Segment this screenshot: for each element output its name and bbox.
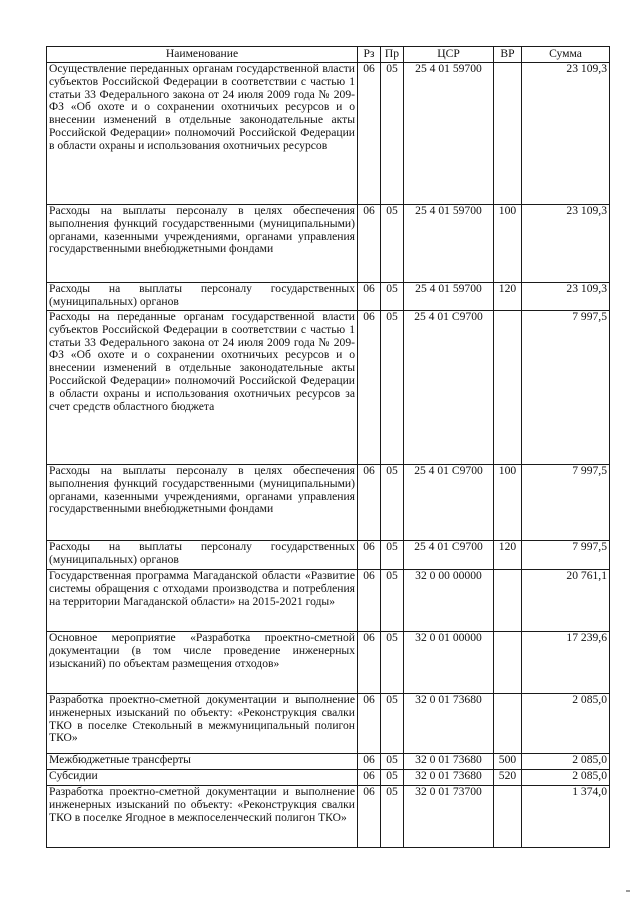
row-csr: 32 0 01 73680 bbox=[404, 770, 494, 786]
row-name: Межбюджетные трансферты bbox=[47, 754, 358, 770]
row-rz: 06 bbox=[358, 632, 381, 694]
row-pr: 05 bbox=[381, 770, 404, 786]
row-csr: 25 4 01 С9700 bbox=[404, 311, 494, 465]
row-name: Расходы на выплаты персоналу в целях обеспечения выполнения функций государственными (муниципальными) органами, казенными учреждениями, органами управления государственными внебюджетными фондами bbox=[47, 465, 358, 541]
header-csr: ЦСР bbox=[404, 47, 494, 63]
row-name: Основное мероприятие «Разработка проектно-сметной документации (в том числе проведение инженерных изысканий) по объектам размещения отходов» bbox=[47, 632, 358, 694]
row-csr: 32 0 01 00000 bbox=[404, 632, 494, 694]
header-pr: Пр bbox=[381, 47, 404, 63]
row-name: Расходы на выплаты персоналу в целях обеспечения выполнения функций государственными (муниципальными) органами, казенными учреждениями, органами управления государственными внебюджетными фондами bbox=[47, 205, 358, 283]
row-name: Расходы на выплаты персоналу государственных (муниципальных) органов bbox=[47, 283, 358, 311]
row-sum: 7 997,5 bbox=[522, 465, 610, 541]
row-vr bbox=[494, 694, 522, 754]
row-vr: 100 bbox=[494, 465, 522, 541]
row-vr: 120 bbox=[494, 541, 522, 570]
row-vr: 500 bbox=[494, 754, 522, 770]
row-rz: 06 bbox=[358, 283, 381, 311]
row-csr: 25 4 01 С9700 bbox=[404, 541, 494, 570]
row-rz: 06 bbox=[358, 570, 381, 632]
table-row bbox=[47, 786, 610, 848]
header-vr: ВР bbox=[494, 47, 522, 63]
table-row bbox=[47, 632, 610, 694]
row-sum: 23 109,3 bbox=[522, 205, 610, 283]
row-sum: 7 997,5 bbox=[522, 541, 610, 570]
row-vr: 100 bbox=[494, 205, 522, 283]
row-pr: 05 bbox=[381, 786, 404, 848]
row-pr: 05 bbox=[381, 632, 404, 694]
row-sum: 2 085,0 bbox=[522, 694, 610, 754]
table-row bbox=[47, 465, 610, 541]
row-pr: 05 bbox=[381, 283, 404, 311]
row-csr: 32 0 01 73700 bbox=[404, 786, 494, 848]
row-name: Разработка проектно-сметной документации и выполнение инженерных изысканий по объекту: «Реконструкция свалки ТКО в поселке Стекольный в межмуниципальный полигон ТКО» bbox=[47, 694, 358, 754]
table-row bbox=[47, 770, 610, 786]
row-sum: 20 761,1 bbox=[522, 570, 610, 632]
row-vr bbox=[494, 570, 522, 632]
row-name: Осуществление переданных органам государственной власти субъектов Российской Федерации в соответствии с частью 1 статьи 33 Федерального закона от 24 июля 2009 года № 209-ФЗ «Об охоте и о сохранении охотничьих ресурсов и о внесении изменений в отдельные законодательные акты Российской Федерации» полномочий Российской Федерации в области охраны и использования охотничьих ресурсов bbox=[47, 63, 358, 205]
row-sum: 2 085,0 bbox=[522, 770, 610, 786]
row-sum: 23 109,3 bbox=[522, 63, 610, 205]
row-csr: 32 0 01 73680 bbox=[404, 694, 494, 754]
header-rz: Рз bbox=[358, 47, 381, 63]
row-vr: 520 bbox=[494, 770, 522, 786]
row-vr: 120 bbox=[494, 283, 522, 311]
row-vr bbox=[494, 786, 522, 848]
row-name: Расходы на выплаты персоналу государственных (муниципальных) органов bbox=[47, 541, 358, 570]
row-rz: 06 bbox=[358, 311, 381, 465]
row-csr: 32 0 00 00000 bbox=[404, 570, 494, 632]
table-row bbox=[47, 570, 610, 632]
row-rz: 06 bbox=[358, 694, 381, 754]
row-rz: 06 bbox=[358, 205, 381, 283]
row-vr bbox=[494, 311, 522, 465]
row-pr: 05 bbox=[381, 754, 404, 770]
scan-artifact bbox=[626, 890, 630, 892]
table-row bbox=[47, 283, 610, 311]
row-pr: 05 bbox=[381, 694, 404, 754]
row-name: Государственная программа Магаданской области «Развитие системы обращения с отходами производства и потребления на территории Магаданской области» на 2015-2021 годы» bbox=[47, 570, 358, 632]
row-name: Субсидии bbox=[47, 770, 358, 786]
table-row bbox=[47, 541, 610, 570]
row-pr: 05 bbox=[381, 570, 404, 632]
row-csr: 25 4 01 59700 bbox=[404, 63, 494, 205]
row-csr: 32 0 01 73680 bbox=[404, 754, 494, 770]
header-name: Наименование bbox=[47, 47, 358, 63]
row-csr: 25 4 01 59700 bbox=[404, 205, 494, 283]
row-rz: 06 bbox=[358, 541, 381, 570]
row-pr: 05 bbox=[381, 465, 404, 541]
table-row bbox=[47, 205, 610, 283]
row-pr: 05 bbox=[381, 205, 404, 283]
budget-table bbox=[46, 46, 610, 848]
row-rz: 06 bbox=[358, 770, 381, 786]
row-pr: 05 bbox=[381, 311, 404, 465]
table-row bbox=[47, 754, 610, 770]
table-row bbox=[47, 694, 610, 754]
row-sum: 23 109,3 bbox=[522, 283, 610, 311]
row-sum: 7 997,5 bbox=[522, 311, 610, 465]
header-row bbox=[47, 47, 610, 63]
row-pr: 05 bbox=[381, 541, 404, 570]
row-rz: 06 bbox=[358, 786, 381, 848]
row-csr: 25 4 01 С9700 bbox=[404, 465, 494, 541]
table-row bbox=[47, 63, 610, 205]
table-row bbox=[47, 311, 610, 465]
row-rz: 06 bbox=[358, 63, 381, 205]
row-csr: 25 4 01 59700 bbox=[404, 283, 494, 311]
row-rz: 06 bbox=[358, 465, 381, 541]
row-rz: 06 bbox=[358, 754, 381, 770]
row-name: Разработка проектно-сметной документации и выполнение инженерных изысканий по объекту: «Реконструкция свалки ТКО в поселке Ягодное в межпоселенческий полигон ТКО» bbox=[47, 786, 358, 848]
row-pr: 05 bbox=[381, 63, 404, 205]
header-sum: Сумма bbox=[522, 47, 610, 63]
row-vr bbox=[494, 63, 522, 205]
row-sum: 1 374,0 bbox=[522, 786, 610, 848]
row-sum: 2 085,0 bbox=[522, 754, 610, 770]
row-vr bbox=[494, 632, 522, 694]
row-name: Расходы на переданные органам государственной власти субъектов Российской Федерации в соответствии с частью 1 статьи 33 Федерального закона от 24 июля 2009 года № 209-ФЗ «Об охоте и о сохранении охотничьих ресурсов и о внесении изменений в отдельные законодательные акты Российской Федерации» полномочий Российской Федерации в области охраны и использования охотничьих ресурсов за счет средств областного бюджета bbox=[47, 311, 358, 465]
row-sum: 17 239,6 bbox=[522, 632, 610, 694]
